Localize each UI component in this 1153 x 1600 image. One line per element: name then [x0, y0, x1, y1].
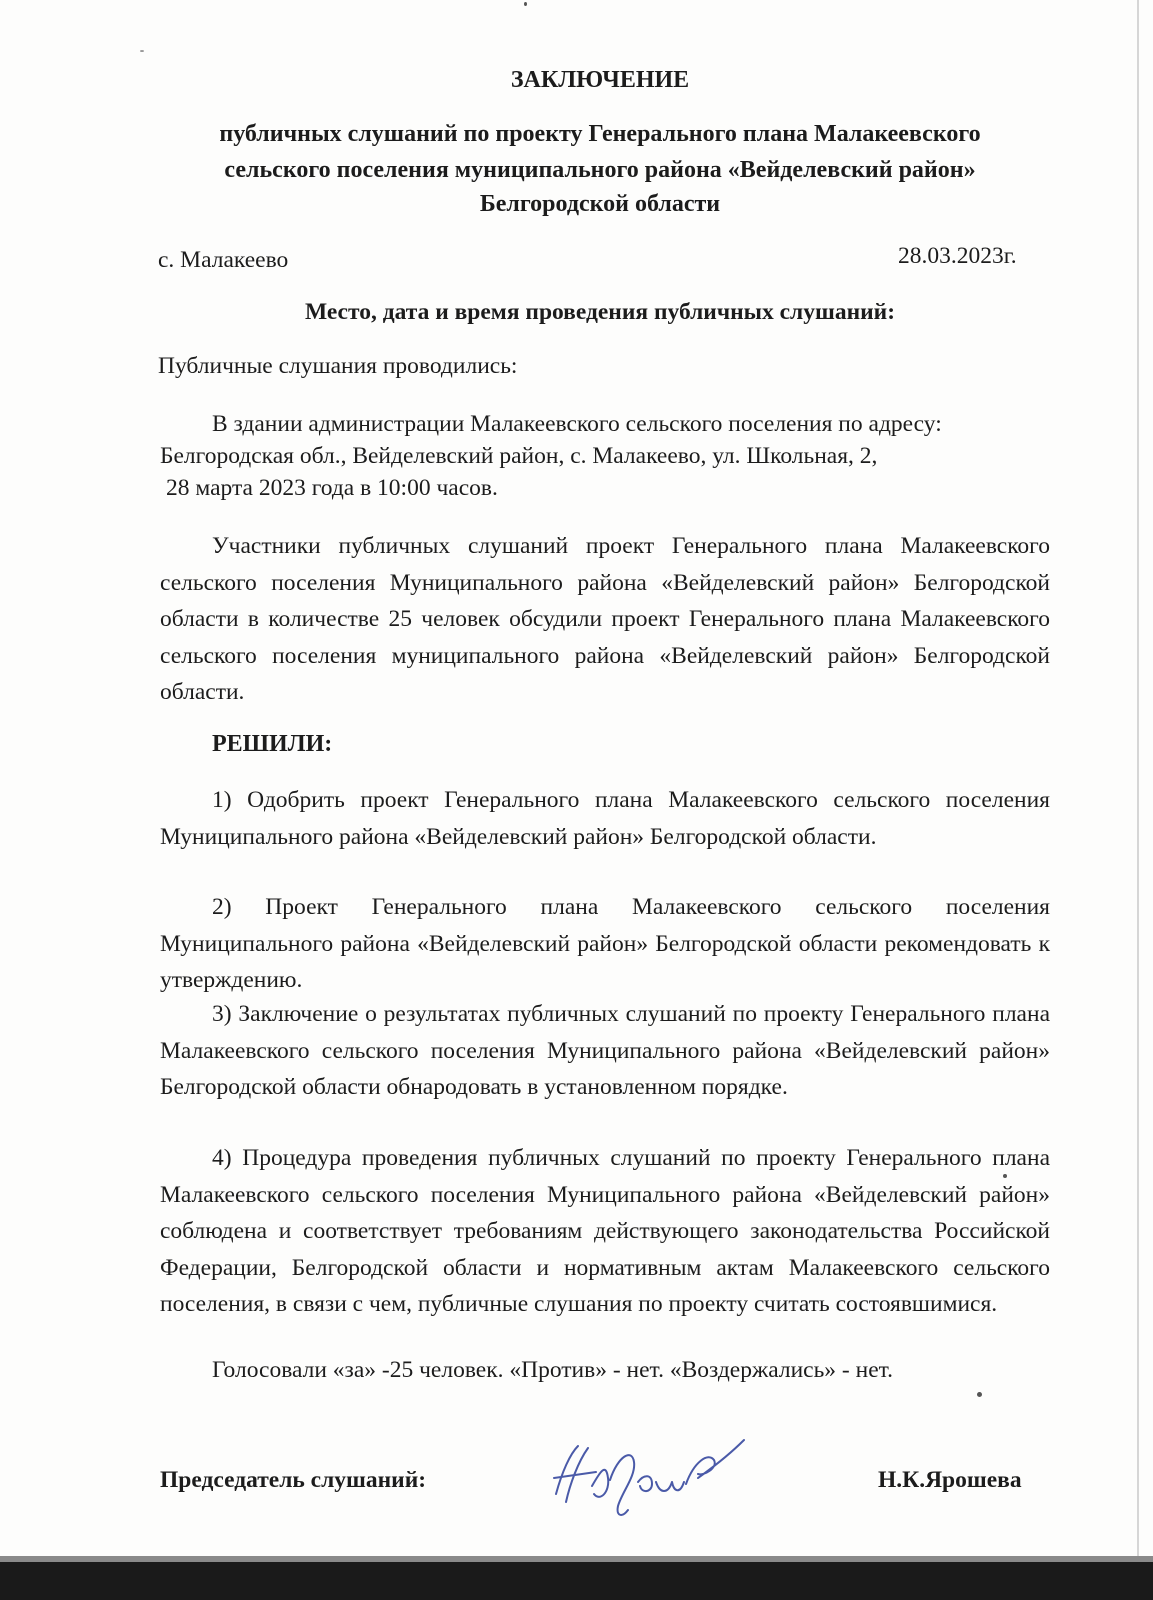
section-heading: Место, дата и время проведения публичных слушаний:: [304, 299, 896, 325]
address-line-3: 28 марта 2023 года в 10:00 часов.: [166, 475, 498, 501]
decision-3: 3) Заключение о результатах публичных слушаний по проекту Генерального плана Малакеевского сельского поселения Муниципального района «Вейделевский район» Белгородской области обнародовать в установленном порядке.: [160, 1001, 1050, 1100]
scan-speck: [1003, 1174, 1007, 1178]
decided-heading: РЕШИЛИ:: [212, 731, 333, 757]
scan-speck: [524, 2, 527, 6]
subtitle-line-2: сельского поселения муниципального района «Вейделевский район»: [224, 157, 976, 183]
vote-line: Голосовали «за» -25 человек. «Против» - нет. «Воздержались» - нет.: [212, 1357, 894, 1383]
date-label: 28.03.2023г.: [898, 243, 1017, 269]
participants-paragraph: Участники публичных слушаний проект Генерального плана Малакеевского сельского поселения Муниципального района «Вейделевский район» Белгородской области в количестве 25 человек обсудили проект Генерального плана Малакеевского сельского поселения муниципального района «Вейделевский район» Белгородской области.: [160, 533, 1050, 705]
scan-bottom-border: [0, 1562, 1153, 1600]
subtitle-line-1: публичных слушаний по проекту Генерального плана Малакеевского: [219, 121, 981, 147]
document-title: ЗАКЛЮЧЕНИЕ: [510, 67, 690, 93]
signature-scribble: [548, 1432, 758, 1522]
decision-4: 4) Процедура проведения публичных слушаний по проекту Генерального плана Малакеевского сельского поселения Муниципального района «Вейделевский район» соблюдена и соответствует требованиям действующего законодательства Российской Федерации, Белгородской области и нормативным актам Малакеевского сельского поселения, в связи с чем, публичные слушания по проекту считать состоявшимися.: [160, 1145, 1050, 1317]
scan-edge-line: [1137, 0, 1139, 1565]
decision-2: 2) Проект Генерального плана Малакеевского сельского поселения Муниципального района «Вейделевский район» Белгородской области рекомендовать к утверждению.: [160, 894, 1050, 993]
scan-speck: [977, 1392, 982, 1397]
place-label: с. Малакеево: [158, 247, 289, 273]
decision-1: 1) Одобрить проект Генерального плана Малакеевского сельского поселения Муниципального района «Вейделевский район» Белгородской области.: [160, 787, 1050, 850]
held-intro: Публичные слушания проводились:: [158, 353, 518, 379]
subtitle-line-3: Белгородской области: [479, 191, 721, 217]
signature-label: Председатель слушаний:: [160, 1467, 427, 1493]
address-line-2: Белгородская обл., Вейделевский район, с. Малакеево, ул. Школьная, 2,: [160, 443, 878, 469]
scan-speck: [140, 50, 144, 52]
signature-name: Н.К.Ярошева: [878, 1467, 1022, 1493]
address-line-1: В здании администрации Малакеевского сельского поселения по адресу:: [212, 411, 942, 437]
